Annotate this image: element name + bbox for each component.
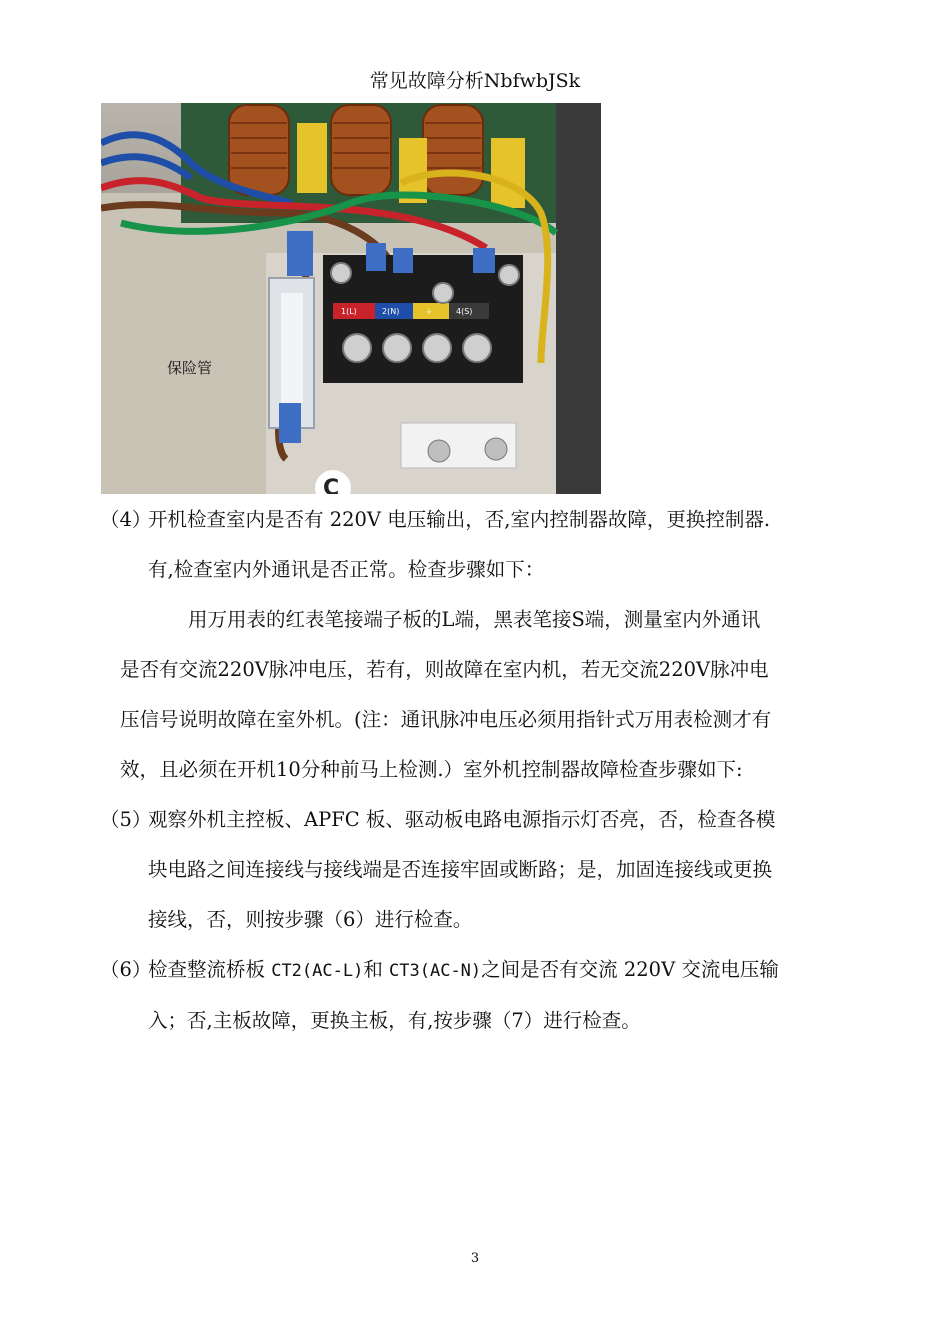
control-board-photo (101, 103, 601, 494)
terminal-label-4: 4(S) (456, 307, 473, 316)
step-5-line-2: 块电路之间连接线与接线端是否连接牢固或断路；是，加固连接线或更换 (148, 858, 773, 881)
step-6-section (100, 945, 860, 1046)
step-6-number: （6） (100, 958, 152, 981)
step-4-line-5: 压信号说明故障在室外机。(注：通讯脉冲电压必须用指针式万用表检测才有 (120, 708, 772, 731)
step-4-line-2: 有,检查室内外通讯是否正常。检查步骤如下： (148, 558, 545, 581)
step-5-line-3: 接线，否，则按步骤（6）进行检查。 (148, 908, 473, 931)
terminal-label-1: 1(L) (341, 307, 357, 316)
step-4-section (100, 495, 860, 795)
step-4-number: （4） (100, 508, 152, 531)
page-number: 3 (470, 1251, 480, 1266)
step-5-line-1: （5）观察外机主控板、APFC 板、驱动板电路电源指示灯否亮，否，检查各模 (100, 795, 860, 845)
step-5-number: （5） (100, 808, 152, 831)
fuse-label: 保险管 (167, 359, 213, 377)
step-6-line-1: （6）检查整流桥板 CT2(AC-L)和 CT3(AC-N)之间是否有交流 220V 交流电压输 (100, 945, 860, 996)
step-4-line-3: 用万用表的红表笔接端子板的L端，黑表笔接S端，测量室内外通讯 (188, 608, 761, 631)
page-title: 常见故障分析NbfwbJSk (369, 70, 581, 92)
step-4-line-1: （4）开机检查室内是否有 220V 电压输出，否,室内控制器故障，更换控制器. (100, 495, 860, 545)
ct2-code: CT2(AC-L) (271, 961, 364, 981)
step-4-line-4: 是否有交流220V脉冲电压，若有，则故障在室内机，若无交流220V脉冲电 (120, 658, 769, 681)
step-4-line-6: 效，且必须在开机10分种前马上检测.）室外机控制器故障检查步骤如下: (120, 758, 743, 781)
terminal-label-2: 2(N) (382, 307, 400, 316)
step-5-section (100, 795, 860, 945)
terminal-label-3: ⏚ (425, 307, 433, 316)
step-6-line-2: 入；否,主板故障，更换主板，有,按步骤（7）进行检查。 (148, 1009, 641, 1032)
svg-text:C: C (323, 476, 340, 494)
ct3-code: CT3(AC-N) (389, 961, 482, 981)
